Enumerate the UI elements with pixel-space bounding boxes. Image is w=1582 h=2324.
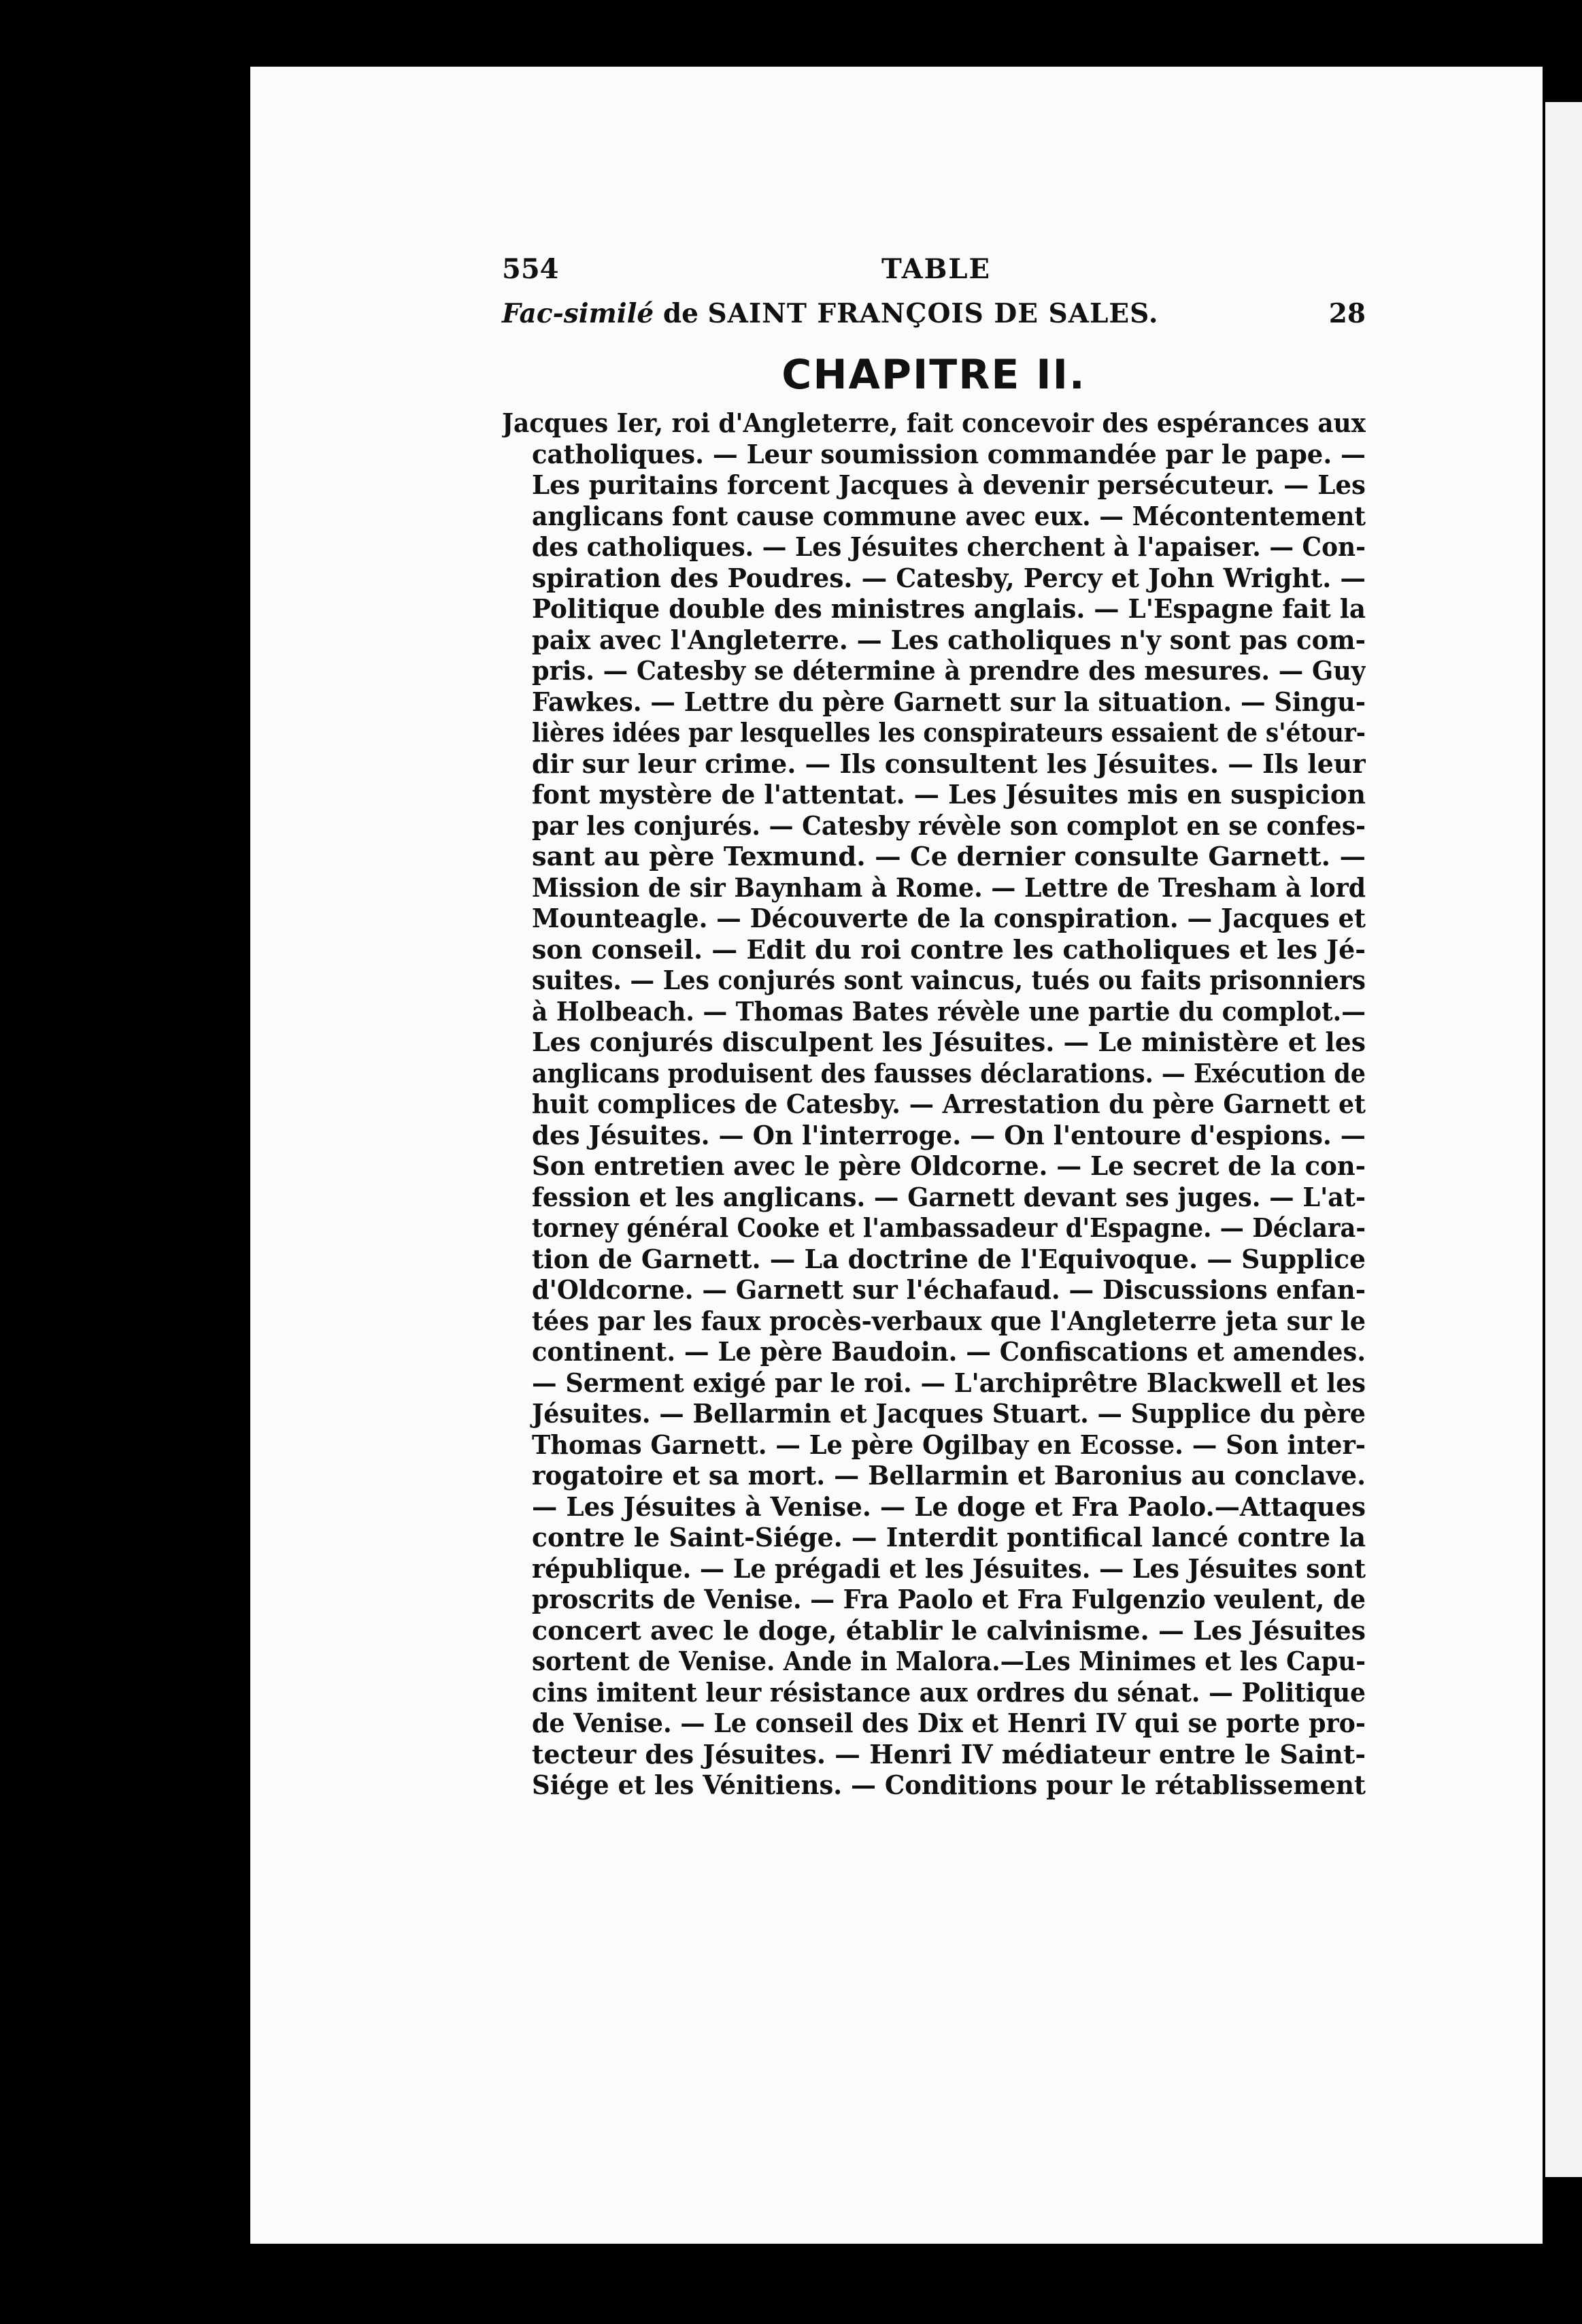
chapter-summary [502, 408, 1366, 1802]
summary-line: Fawkes. — Lettre du père Garnett sur la situation. — Singu- [532, 686, 1366, 718]
chapter-title: CHAPITRE II. [781, 351, 1086, 399]
summary-line: de Venise. — Le conseil des Dix et Henri IV qui se porte pro- [532, 1708, 1366, 1739]
summary-line: spiration des Poudres. — Catesby, Percy et John Wright. — [532, 563, 1366, 594]
plate-entry-name: SAINT FRANÇOIS DE SALES. [707, 298, 1159, 329]
summary-line: continent. — Le père Baudoin. — Confiscations et amendes. [532, 1337, 1366, 1367]
summary-line: font mystère de l'attentat. — Les Jésuites mis en suspicion [532, 780, 1366, 810]
plate-entry-middle: de [654, 298, 708, 329]
summary-line: des catholiques. — Les Jésuites cherchent à l'apaiser. — Con- [532, 532, 1366, 563]
summary-line: son conseil. — Edit du roi contre les catholiques et les Jé- [532, 934, 1366, 965]
summary-line: rogatoire et sa mort. — Bellarmin et Baronius au conclave. [532, 1461, 1366, 1491]
summary-line: Les conjurés disculpent les Jésuites. — Le ministère et les [532, 1027, 1366, 1058]
summary-line: dir sur leur crime. — Ils consultent les Jésuites. — Ils leur [532, 748, 1366, 780]
summary-line: anglicans font cause commune avec eux. — Mécontentement [532, 501, 1366, 532]
summary-line: Son entretien avec le père Oldcorne. — Le secret de la con- [532, 1151, 1366, 1182]
summary-line: Mounteagle. — Découverte de la conspiration. — Jacques et [532, 903, 1366, 934]
summary-line: à Holbeach. — Thomas Bates révèle une partie du complot.— [532, 996, 1366, 1027]
summary-line: Mission de sir Baynham à Rome. — Lettre de Tresham à lord [532, 872, 1366, 903]
summary-line: fession et les anglicans. — Garnett devant ses juges. — L'at- [532, 1182, 1366, 1213]
summary-line: tées par les faux procès-verbaux que l'Angleterre jeta sur le [532, 1306, 1366, 1337]
plate-entry [502, 298, 1366, 337]
summary-line: huit complices de Catesby. — Arrestation du père Garnett et [532, 1089, 1366, 1120]
summary-line: Siége et les Vénitiens. — Conditions pour le rétablissement [532, 1770, 1366, 1801]
summary-line: sant au père Texmund. — Ce dernier consulte Garnett. — [532, 842, 1366, 872]
summary-line: contre le Saint-Siége. — Interdit pontifical lancé contre la [532, 1523, 1366, 1553]
plate-entry-page-ref: 28 [1328, 298, 1366, 329]
plate-entry-prefix: Fac-similé [502, 298, 654, 329]
summary-line: lières idées par lesquelles les conspirateurs essaient de s'étour- [532, 718, 1366, 748]
summary-line: république. — Le prégadi et les Jésuites. — Les Jésuites sont [532, 1553, 1366, 1584]
facing-page-edge [1545, 102, 1582, 2177]
summary-line: catholiques. — Leur soumission commandée par le pape. — [532, 439, 1366, 470]
summary-line: tion de Garnett. — La doctrine de l'Equivoque. — Supplice [532, 1244, 1366, 1275]
summary-line: proscrits de Venise. — Fra Paolo et Fra Fulgenzio veulent, de [532, 1584, 1366, 1615]
summary-line: Jacques Ier, roi d'Angleterre, fait concevoir des espérances aux [502, 408, 1366, 439]
summary-line: d'Oldcorne. — Garnett sur l'échafaud. — Discussions enfan- [532, 1275, 1366, 1306]
running-head [502, 253, 1366, 294]
summary-line: torney général Cooke et l'ambassadeur d'Espagne. — Déclara- [532, 1213, 1366, 1244]
summary-line: Thomas Garnett. — Le père Ogilbay en Ecosse. — Son inter- [532, 1429, 1366, 1461]
page-content [502, 253, 1366, 1802]
running-title: TABLE [881, 253, 992, 285]
summary-line: tecteur des Jésuites. — Henri IV médiateur entre le Saint- [532, 1739, 1366, 1770]
summary-line: des Jésuites. — On l'interroge. — On l'entoure d'espions. — [532, 1120, 1366, 1151]
summary-line: — Serment exigé par le roi. — L'archiprêtre Blackwell et les [532, 1367, 1366, 1399]
summary-line: — Les Jésuites à Venise. — Le doge et Fra Paolo.—Attaques [532, 1491, 1366, 1523]
page-number: 554 [502, 253, 559, 285]
summary-line: cins imitent leur résistance aux ordres du sénat. — Politique [532, 1677, 1366, 1708]
summary-line: Politique double des ministres anglais. — L'Espagne fait la [532, 594, 1366, 625]
summary-line: Jésuites. — Bellarmin et Jacques Stuart. — Supplice du père [532, 1399, 1366, 1429]
summary-line: pris. — Catesby se détermine à prendre des mesures. — Guy [532, 656, 1366, 686]
summary-line: par les conjurés. — Catesby révèle son complot en se confes- [532, 810, 1366, 842]
summary-line: paix avec l'Angleterre. — Les catholiques n'y sont pas com- [532, 625, 1366, 656]
summary-line: suites. — Les conjurés sont vaincus, tués ou faits prisonniers [532, 965, 1366, 996]
summary-line: concert avec le doge, établir le calvinisme. — Les Jésuites [532, 1615, 1366, 1646]
summary-line: Les puritains forcent Jacques à devenir persécuteur. — Les [532, 470, 1366, 501]
summary-line: anglicans produisent des fausses déclarations. — Exécution de [532, 1058, 1366, 1089]
summary-line: sortent de Venise. Ande in Malora.—Les Minimes et les Capu- [532, 1646, 1366, 1677]
